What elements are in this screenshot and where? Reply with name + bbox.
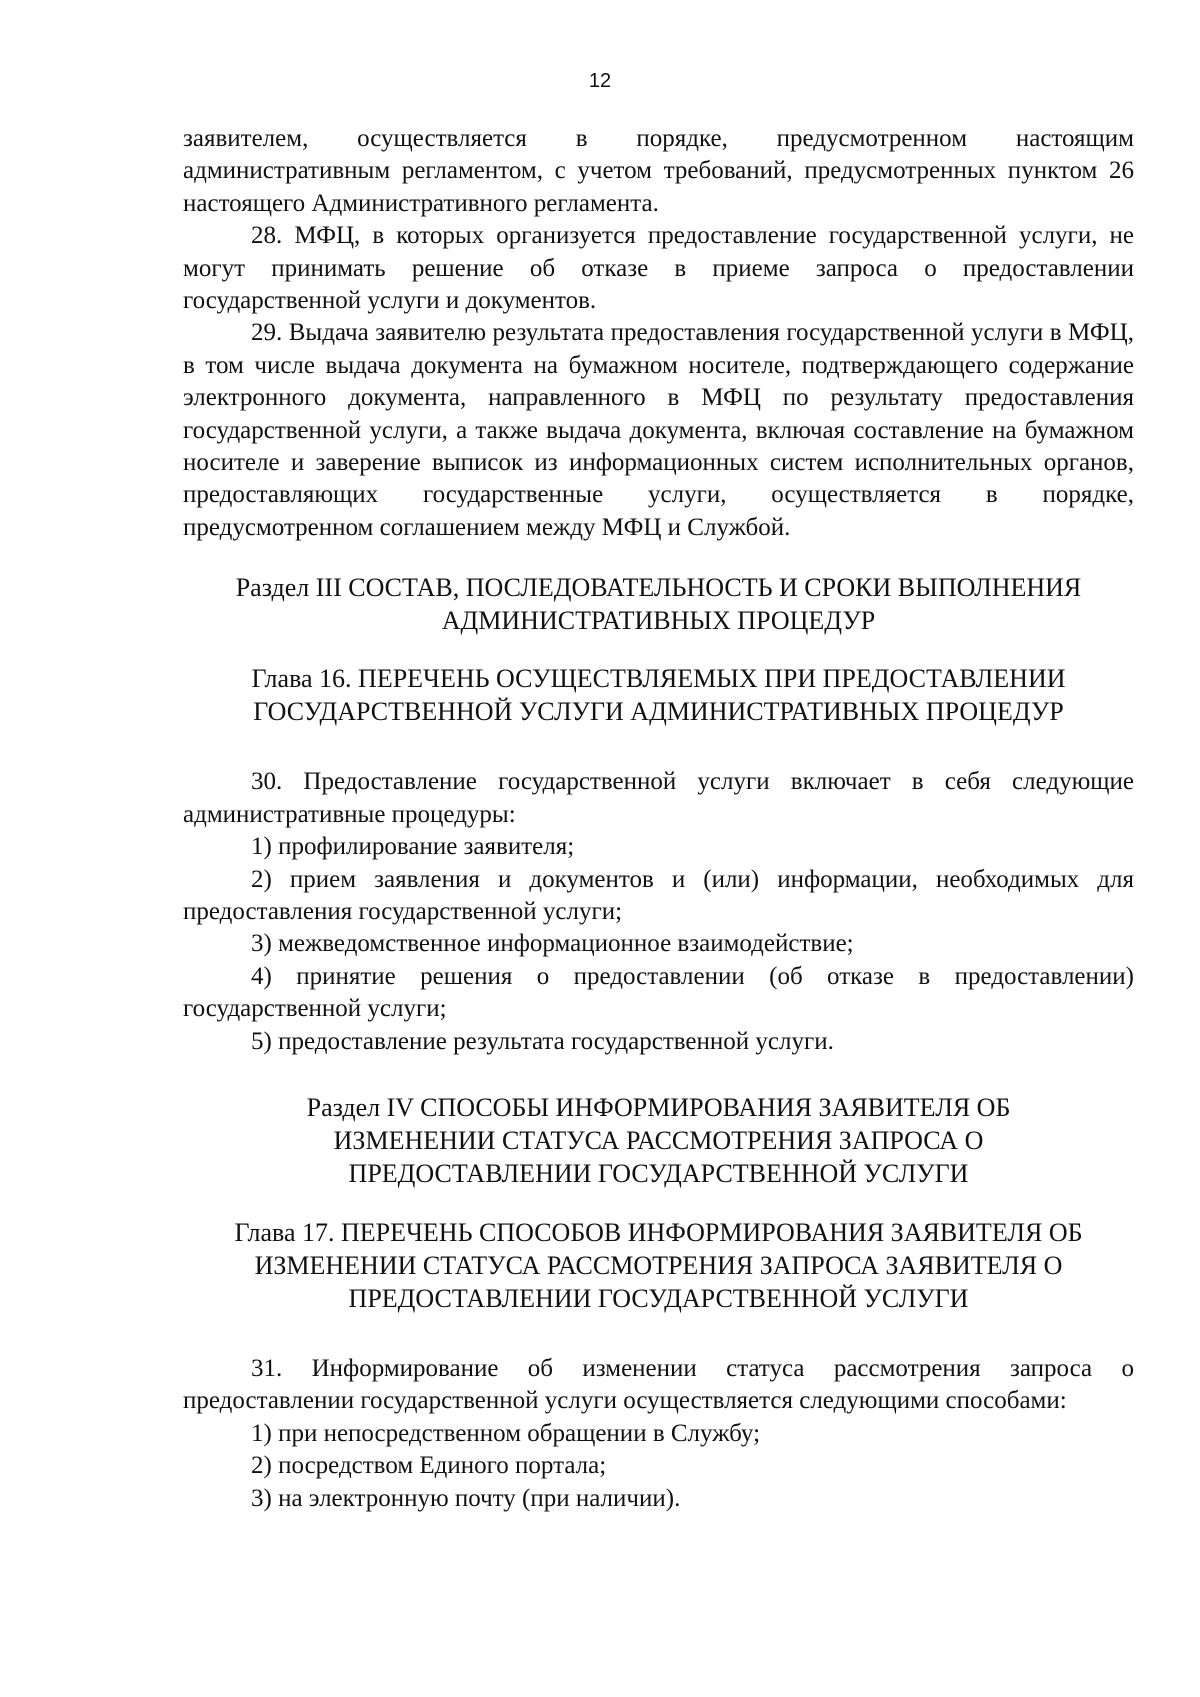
chapter-16-heading bbox=[183, 662, 1134, 728]
method-item-1: 1) при непосредственном обращении в Службу; bbox=[251, 1419, 761, 1447]
chapter-16-heading-line-1: Глава 16. ПЕРЕЧЕНЬ ОСУЩЕСТВЛЯЕМЫХ ПРИ ПРЕДОСТАВЛЕНИИ bbox=[251, 664, 1066, 694]
procedure-item-4: 4) принятие решения о предоставлении (об отказе в предоставлении) государственной услуги; bbox=[183, 962, 1134, 1023]
document-body bbox=[183, 123, 1134, 1515]
paragraph-30: 30. Предоставление государственной услуги включает в себя следующие административные процедуры: bbox=[183, 768, 1134, 828]
paragraph-29: 29. Выдача заявителю результата предоставления государственной услуги в МФЦ, в том числе выдача документа на бумажном носителе, подтверждающего содержание электронного документа, направленного в МФЦ по результату предоставления государственной услуги, а также выдача документа, включая составление на бумажном носителе и заверение выписок из информационных систем исполнительных органов, предоставляющих государственные услуги, осуществляется в порядке, предусмотренном соглашением между МФЦ и Службой. bbox=[183, 319, 1134, 541]
section-4-heading-line-3: ПРЕДОСТАВЛЕНИИ ГОСУДАРСТВЕННОЙ УСЛУГИ bbox=[348, 1158, 969, 1188]
procedure-item-5: 5) предоставление результата государственной услуги. bbox=[251, 1027, 834, 1055]
chapter-16-heading-line-2: ГОСУДАРСТВЕННОЙ УСЛУГИ АДМИНИСТРАТИВНЫХ ПРОЦЕДУР bbox=[253, 697, 1064, 727]
section-3-heading bbox=[183, 571, 1134, 637]
paragraph-31: 31. Информирование об изменении статуса рассмотрения запроса о предоставлении государственной услуги осуществляется следующими способами: bbox=[183, 1354, 1134, 1415]
method-item-2: 2) посредством Единого портала; bbox=[251, 1452, 607, 1480]
procedure-item-1: 1) профилирование заявителя; bbox=[251, 833, 575, 861]
method-item-3: 3) на электронную почту (при наличии). bbox=[251, 1484, 681, 1512]
paragraph-continuation: заявителем, осуществляется в порядке, предусмотренном настоящим административным регламентом, с учетом требований, предусмотренных пунктом 26 настоящего Административного регламента. bbox=[183, 125, 1134, 217]
chapter-17-heading-line-2: ИЗМЕНЕНИИ СТАТУСА РАССМОТРЕНИЯ ЗАПРОСА ЗАЯВИТЕЛЯ О bbox=[254, 1250, 1063, 1280]
chapter-17-heading-line-1: Глава 17. ПЕРЕЧЕНЬ СПОСОБОВ ИНФОРМИРОВАНИЯ ЗАЯВИТЕЛЯ ОБ bbox=[234, 1217, 1083, 1247]
chapter-17-heading-line-3: ПРЕДОСТАВЛЕНИИ ГОСУДАРСТВЕННОЙ УСЛУГИ bbox=[348, 1283, 969, 1313]
section-3-heading-line-1: Раздел III СОСТАВ, ПОСЛЕДОВАТЕЛЬНОСТЬ И СРОКИ ВЫПОЛНЕНИЯ bbox=[235, 573, 1082, 603]
paragraph-28: 28. МФЦ, в которых организуется предоставление государственной услуги, не могут принимать решение об отказе в приеме запроса о предоставлении государственной услуги и документов. bbox=[183, 222, 1134, 315]
section-3-heading-line-2: АДМИНИСТРАТИВНЫХ ПРОЦЕДУР bbox=[441, 606, 876, 636]
page-number: 12 bbox=[588, 70, 612, 92]
chapter-17-heading bbox=[183, 1216, 1134, 1315]
section-4-heading-line-2: ИЗМЕНЕНИИ СТАТУСА РАССМОТРЕНИЯ ЗАПРОСА О bbox=[333, 1125, 984, 1155]
section-4-heading-line-1: Раздел IV СПОСОБЫ ИНФОРМИРОВАНИЯ ЗАЯВИТЕЛЯ ОБ bbox=[306, 1092, 1011, 1122]
section-4-heading bbox=[183, 1091, 1134, 1190]
procedure-item-2: 2) прием заявления и документов и (или) информации, необходимых для предоставления государственной услуги; bbox=[183, 865, 1134, 925]
procedure-item-3: 3) межведомственное информационное взаимодействие; bbox=[251, 930, 854, 958]
